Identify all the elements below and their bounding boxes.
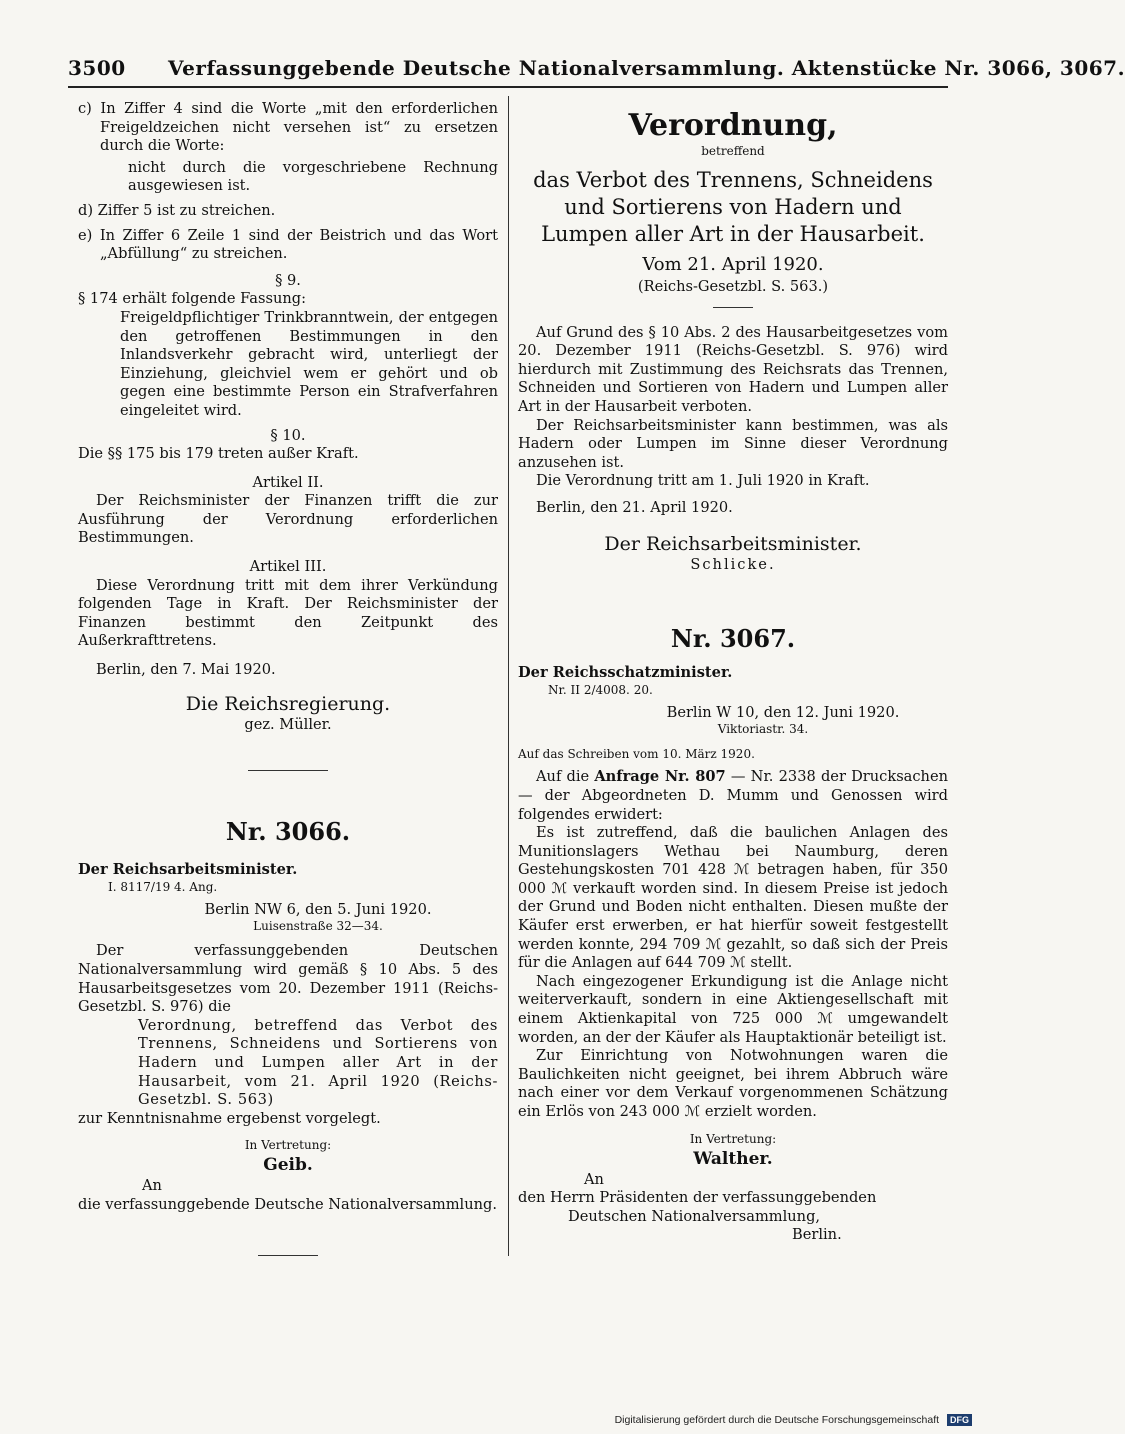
ordinance-para-3: Die Verordnung tritt am 1. Juli 1920 in Kraft.: [536, 472, 870, 490]
section-10-heading: § 10.: [270, 426, 306, 444]
left-column: [78, 96, 498, 1256]
address-an-3067: An: [584, 1170, 604, 1188]
reference-number-3067: Nr. II 2/4008. 20.: [548, 682, 653, 697]
page-header: [68, 52, 1125, 88]
item-e: e) In Ziffer 6 Zeile 1 sind der Beistrich und das Wort „Abfüllung“ zu streichen.: [78, 226, 498, 263]
sender-label: Der Reichsarbeitsminister.: [78, 861, 298, 879]
in-representation: In Vertretung:: [244, 1138, 332, 1153]
place-and-date-3067: Berlin W 10, den 12. Juni 1920.: [666, 703, 900, 721]
ordinance-place-date: Berlin, den 21. April 1920.: [536, 498, 733, 516]
government-signature-title: Die Reichsregierung.: [185, 692, 391, 715]
right-column: [518, 96, 948, 1245]
letter-body-ordinance: Verordnung, betreffend das Verbot des Trennens, Schneidens und Sortierens von Hadern und Lumpen aller Art in der Hausarbeit, vom 21. April 1920 (Reichs-Gesetzbl. S. 563): [138, 1016, 498, 1109]
ordinance-betreffend: betreffend: [701, 144, 765, 158]
section-10-text: Die §§ 175 bis 179 treten außer Kraft.: [78, 445, 359, 463]
signature-walther: Walther.: [693, 1148, 773, 1169]
ordinance-gazette-ref: (Reichs-Gesetzbl. S. 563.): [637, 278, 829, 295]
ordinance-para-1: Auf Grund des § 10 Abs. 2 des Hausarbeitgesetzes vom 20. Dezember 1911 (Reichs-Gesetzbl. S. 976) wird hierdurch mit Zustimmung des Reichsrats das Trennen, Schneiden und Sortieren von Hadern und Lumpen aller Art in der Hausarbeit verboten.: [518, 323, 948, 415]
article-2-text: Der Reichsminister der Finanzen trifft die zur Ausführung der Verordnung erforderlichen Bestimmungen.: [78, 492, 498, 547]
ordinance-subject: das Verbot des Trennens, Schneidens und Sortierens von Hadern und Lumpen aller Art in der Hausarbeit.: [533, 168, 933, 246]
separator-rule: [248, 770, 328, 771]
section-9-text: Freigeldpflichtiger Trinkbranntwein, der entgegen den getroffenen Bestimmungen in den Inlandsverkehr gebracht wird, unterliegt der Einziehung, gleichviel wem er gehört und ob gegen eine bestimmte Person ein Strafverfahren eingeleitet wird.: [120, 308, 498, 419]
article-2-heading: Artikel II.: [252, 473, 324, 491]
ordinance-title: Verordnung,: [628, 108, 838, 143]
ordinance-para-2: Der Reichsarbeitsminister kann bestimmen, was als Hadern oder Lumpen im Sinne dieser Verordnung anzusehen ist.: [518, 416, 948, 471]
response-para-2: Nach eingezogener Erkundigung ist die Anlage nicht weiterverkauft, sondern in eine Aktiengesellschaft mit einem Aktienkapital von 725 000 ℳ umgewandelt worden, an der der Käufer als Hauptaktionär beteiligt ist.: [518, 972, 948, 1046]
end-rule: [258, 1255, 318, 1256]
addressee-line-2: Deutschen Nationalversammlung,: [568, 1207, 821, 1225]
article-3-text: Diese Verordnung tritt mit dem ihrer Verkündung folgenden Tage in Kraft. Der Reichsminister der Finanzen bestimmt den Zeitpunkt des Außerkrafttretens.: [78, 576, 498, 650]
address-an: An: [142, 1177, 162, 1195]
digitization-footer: [615, 1414, 972, 1426]
inquiry-text: — Nr. 2338 der Drucksachen — der Abgeordneten D. Mumm und Genossen wird folgendes erwidert:: [518, 768, 948, 823]
signature-mueller: gez. Müller.: [244, 715, 332, 733]
header-rule: [68, 86, 948, 88]
sender-label-3067: Der Reichsschatzminister.: [518, 664, 733, 682]
section-9-heading: § 9.: [275, 271, 301, 289]
signature-geib: Geib.: [263, 1155, 313, 1176]
street-address: Luisenstraße 32—34.: [253, 919, 383, 934]
article-3-heading: Artikel III.: [249, 558, 327, 576]
place-and-date: Berlin NW 6, den 5. Juni 1920.: [204, 900, 432, 918]
response-para-3: Zur Einrichtung von Notwohnungen waren die Baulichkeiten nicht geeignet, bei ihrem Abbruch wäre nach einer vor dem Verkauf vorgenommenen Schätzung ein Erlös von 243 000 ℳ erzielt worden.: [518, 1047, 948, 1120]
ordinance-rule: [713, 307, 753, 308]
minister-title: Der Reichsarbeitsminister.: [604, 532, 862, 555]
addressee-line-1: den Herrn Präsidenten der verfassunggebenden: [518, 1189, 877, 1207]
letter-reference: Auf das Schreiben vom 10. März 1920.: [518, 747, 755, 762]
document-number-3066: Nr. 3066.: [225, 817, 351, 847]
response-para-1: Es ist zutreffend, daß die baulichen Anlagen des Munitionslagers Wethau bei Naumburg, deren Gestehungskosten 701 428 ℳ betragen haben, für 350 000 ℳ verkauft worden sind. In diesem Preise ist jedoch der Grund und Boden nicht enthalten. Diesen mußte der Käufer erst erwerben, er hat hierfür soweit festgestellt werden konnte, 294 709 ℳ gezahlt, so daß sich der Preis für die Anlagen auf 644 709 ℳ stellt.: [518, 824, 948, 972]
street-address-3067: Viktoriastr. 34.: [717, 722, 809, 737]
signature-schlicke: Schlicke.: [690, 555, 776, 573]
item-c: c) In Ziffer 4 sind die Worte „mit den erforderlichen Freigeldzeichen nicht versehen ist“ zu ersetzen durch die Worte:: [78, 100, 498, 155]
dfg-logo-icon: DFG: [947, 1414, 972, 1426]
document-number-3067: Nr. 3067.: [670, 624, 796, 654]
addressee: die verfassunggebende Deutsche Nationalversammlung.: [78, 1195, 498, 1213]
item-c-replacement: nicht durch die vorgeschriebene Rechnung ausgewiesen ist.: [128, 158, 498, 195]
item-d: d) Ziffer 5 ist zu streichen.: [78, 201, 276, 219]
running-title: Verfassunggebende Deutsche Nationalversammlung. Aktenstücke Nr. 3066, 3067.: [168, 56, 1125, 80]
addressee-line-3: Berlin.: [792, 1226, 842, 1244]
page-number: 3500: [68, 56, 126, 80]
footer-text: Digitalisierung gefördert durch die Deutsche Forschungsgemeinschaft: [614, 1414, 940, 1426]
in-representation-3067: In Vertretung:: [689, 1131, 777, 1146]
section-9-intro: § 174 erhält folgende Fassung:: [78, 290, 307, 308]
inquiry-number: Anfrage Nr. 807: [594, 768, 726, 786]
column-divider: [508, 96, 509, 1256]
ordinance-date: Vom 21. April 1920.: [642, 254, 824, 275]
reference-number: I. 8117/19 4. Ang.: [108, 879, 218, 894]
inquiry-prefix: Auf die: [536, 768, 590, 786]
letter-body-intro: Der verfassunggebenden Deutschen Nationalversammlung wird gemäß § 10 Abs. 5 des Hausarbeitsgesetzes vom 20. Dezember 1911 (Reichs-Gesetzbl. S. 976) die: [78, 942, 498, 1016]
decree-date: Berlin, den 7. Mai 1920.: [96, 661, 276, 679]
letter-body-closing: zur Kenntnisnahme ergebenst vorgelegt.: [78, 1109, 381, 1127]
